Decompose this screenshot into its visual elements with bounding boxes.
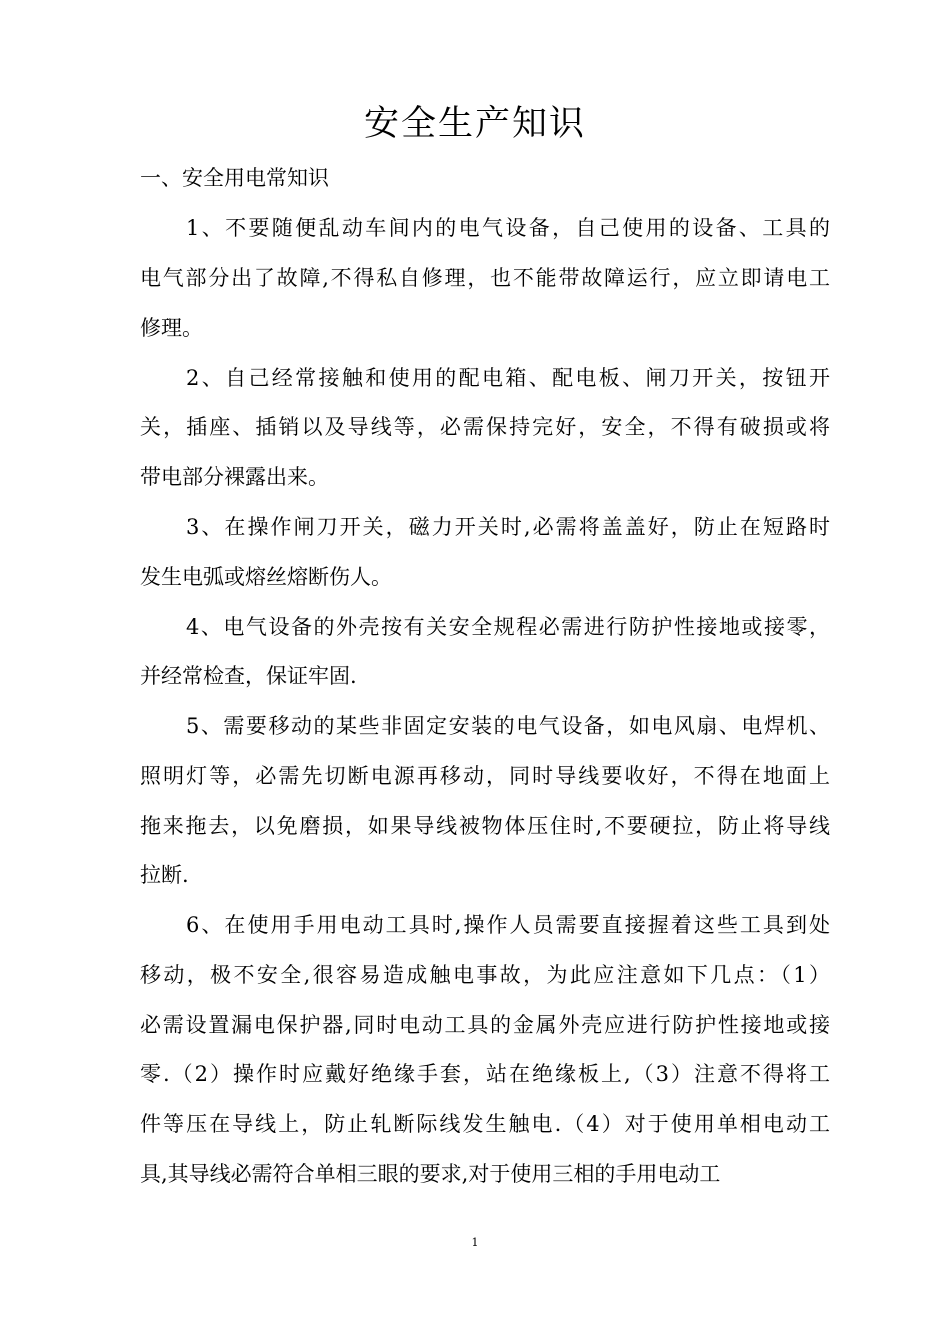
paragraph-line: 发生电弧或熔丝熔断伤人。 <box>140 565 392 589</box>
paragraph-line: 3、在操作闸刀开关，磁力开关时,必需将盖盖好，防止在短路时 <box>186 515 830 539</box>
paragraph-line: 5、需要移动的某些非固定安装的电气设备，如电风扇、电焊机、 <box>186 714 830 738</box>
paragraph-line: 4、电气设备的外壳按有关安全规程必需进行防护性接地或接零， <box>186 615 830 639</box>
paragraph-line: 具,其导线必需符合单相三眼的要求,对于使用三相的手用电动工 <box>140 1162 721 1186</box>
paragraph-line: 并经常检查，保证牢固. <box>140 664 357 688</box>
paragraph-line: 照明灯等，必需先切断电源再移动，同时导线要收好，不得在地面上 <box>140 764 830 788</box>
paragraph-line: 6、在使用手用电动工具时,操作人员需要直接握着这些工具到处 <box>186 913 830 937</box>
paragraph-line: 电气部分出了故障,不得私自修理，也不能带故障运行，应立即请电工 <box>140 266 830 290</box>
paragraph-line: 移动，极不安全,很容易造成触电事故，为此应注意如下几点：（1） <box>140 963 830 987</box>
paragraph-line: 2、自己经常接触和使用的配电箱、配电板、闸刀开关，按钮开 <box>186 366 830 390</box>
paragraph-line: 修理。 <box>140 316 203 340</box>
paragraph-line: 拖来拖去，以免磨损，如果导线被物体压住时,不要硬拉，防止将导线 <box>140 814 830 838</box>
page-number: 1 <box>471 1236 479 1249</box>
paragraph-line: 零.（2）操作时应戴好绝缘手套，站在绝缘板上,（3）注意不得将工 <box>140 1062 830 1086</box>
paragraph-line: 带电部分裸露出来。 <box>140 465 329 489</box>
section-heading: 一、安全用电常知识 <box>140 166 329 190</box>
document-title: 安全生产知识 <box>363 104 586 144</box>
paragraph-line: 1、不要随便乱动车间内的电气设备，自己使用的设备、工具的 <box>186 216 830 240</box>
paragraph-line: 关，插座、插销以及导线等，必需保持完好，安全，不得有破损或将 <box>140 415 830 439</box>
paragraph-line: 必需设置漏电保护器,同时电动工具的金属外壳应进行防护性接地或接 <box>140 1013 830 1037</box>
paragraph-line: 拉断. <box>140 863 189 887</box>
paragraph-line: 件等压在导线上，防止轧断际线发生触电.（4）对于使用单相电动工 <box>140 1112 830 1136</box>
